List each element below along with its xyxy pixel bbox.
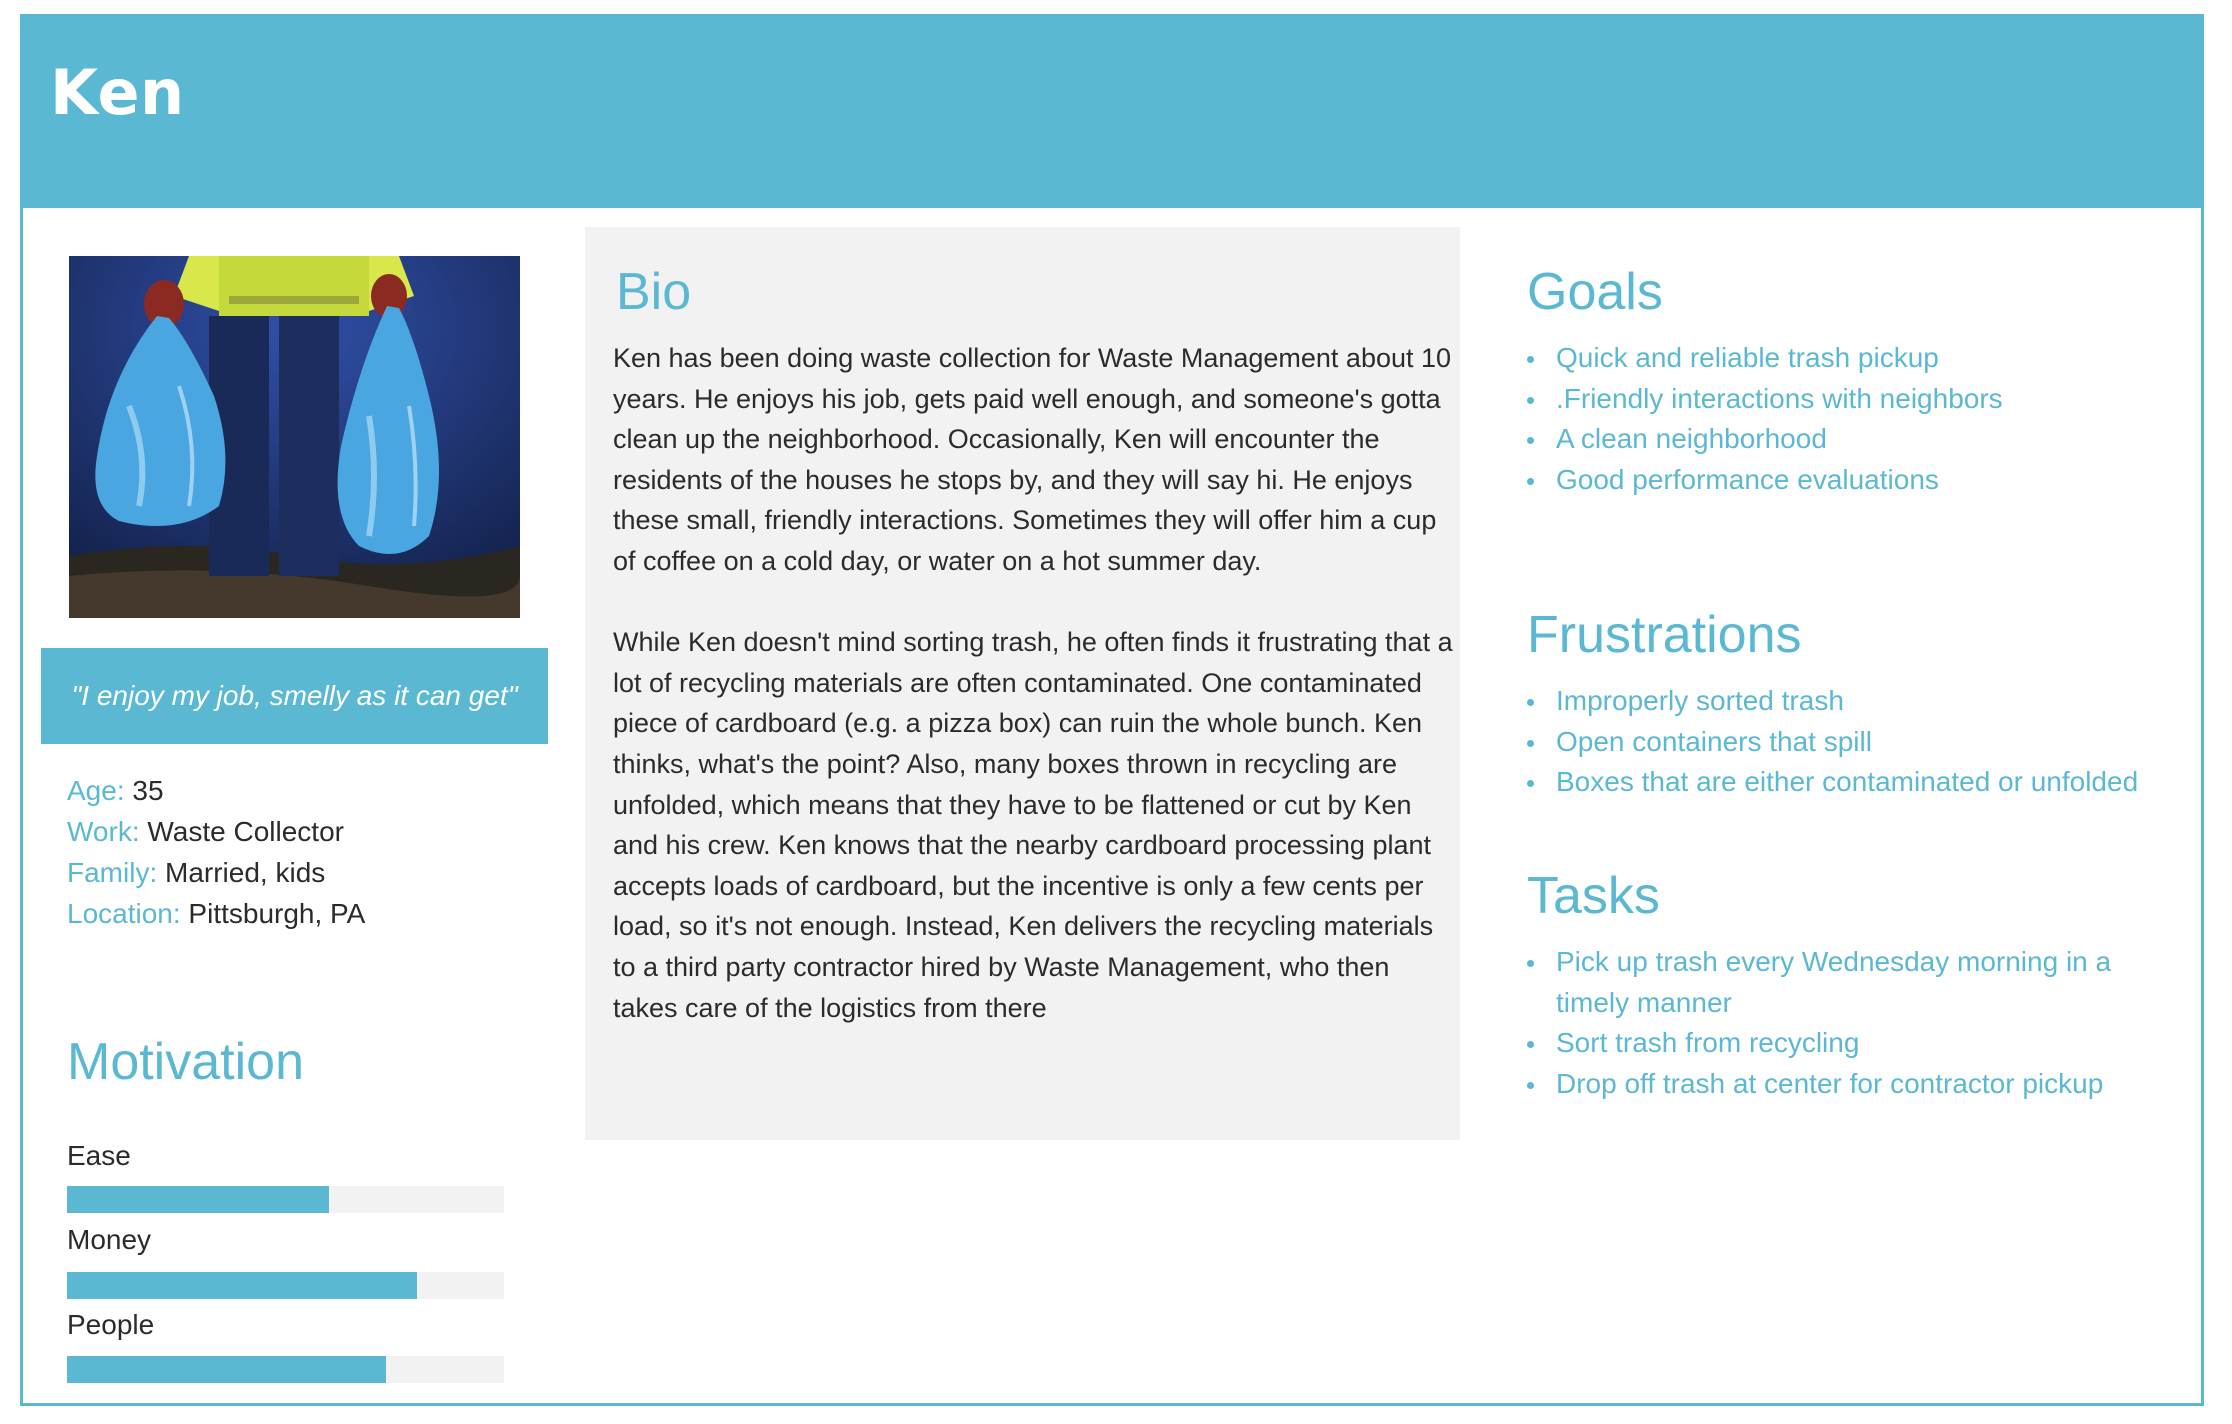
meter-fill (67, 1186, 329, 1213)
fact-family (67, 852, 365, 893)
fact-value: Married, kids (165, 857, 326, 888)
fact-age (67, 770, 365, 811)
motivation-meter-people (67, 1356, 504, 1383)
header-banner (20, 14, 2204, 208)
persona-quote: "I enjoy my job, smelly as it can get" (41, 648, 548, 744)
motivation-meter-ease (67, 1186, 504, 1213)
persona-photo (69, 256, 520, 618)
meter-fill (67, 1272, 417, 1299)
bio-title: Bio (616, 263, 692, 321)
waste-collector-photo-icon (69, 256, 520, 618)
motivation-label-money: Money (67, 1224, 152, 1255)
motivation-title: Motivation (67, 1033, 304, 1091)
fact-label: Age: (67, 775, 125, 806)
goals-list (1527, 338, 2187, 500)
fact-location (67, 893, 365, 934)
motivation-label-ease: Ease (67, 1140, 131, 1171)
frustration-item: Open containers that spill (1527, 722, 2187, 763)
motivation-label-people: People (67, 1309, 155, 1340)
tasks-title: Tasks (1527, 867, 1660, 925)
frustrations-list (1527, 681, 2187, 803)
bio-paragraph: Ken has been doing waste collection for Waste Management about 10 years. He enjoys his job, gets paid well enough, and someone's gotta clean up the neighborhood. Occasionally, Ken will encounter the residents of the houses he stops by, and they will say hi. He enjoys these small, friendly interactions. Sometimes they will offer him a cup of coffee on a cold day, or water on a hot summer day. (613, 343, 1452, 576)
frustration-item: Boxes that are either contaminated or unfolded (1527, 762, 2187, 803)
fact-label: Work: (67, 816, 140, 847)
bio-text (613, 338, 1453, 1028)
motivation-meter-money (67, 1272, 504, 1299)
frustrations-title: Frustrations (1527, 606, 1802, 664)
meter-fill (67, 1356, 386, 1383)
task-item: Drop off trash at center for contractor pickup (1527, 1064, 2187, 1105)
fact-value: 35 (132, 775, 164, 806)
goal-item: .Friendly interactions with neighbors (1527, 379, 2187, 420)
fact-work (67, 811, 365, 852)
persona-name: Ken (50, 56, 185, 129)
task-item: Pick up trash every Wednesday morning in a timely manner (1527, 942, 2187, 1023)
goal-item: Quick and reliable trash pickup (1527, 338, 2187, 379)
persona-facts (67, 770, 365, 934)
fact-value: Pittsburgh, PA (188, 898, 366, 929)
goal-item: Good performance evaluations (1527, 460, 2187, 501)
tasks-list (1527, 942, 2187, 1104)
goals-title: Goals (1527, 263, 1663, 321)
fact-label: Location: (67, 898, 181, 929)
fact-value: Waste Collector (147, 816, 344, 847)
goal-item: A clean neighborhood (1527, 419, 2187, 460)
bio-paragraph: While Ken doesn't mind sorting trash, he often finds it frustrating that a lot of recycling materials are often contaminated. One contaminated piece of cardboard (e.g. a pizza box) can ruin the whole bunch. Ken thinks, what's the point? Also, many boxes thrown in recycling are unfolded, which means that they have to be flattened or cut by Ken and his crew. Ken knows that the nearby cardboard processing plant accepts loads of cardboard, but the incentive is only a few cents per load, so it's not enough. Instead, Ken delivers the recycling materials to a third party contractor hired by Waste Management, who then takes care of the logistics from there (613, 627, 1453, 1023)
task-item: Sort trash from recycling (1527, 1023, 2187, 1064)
fact-label: Family: (67, 857, 158, 888)
frustration-item: Improperly sorted trash (1527, 681, 2187, 722)
